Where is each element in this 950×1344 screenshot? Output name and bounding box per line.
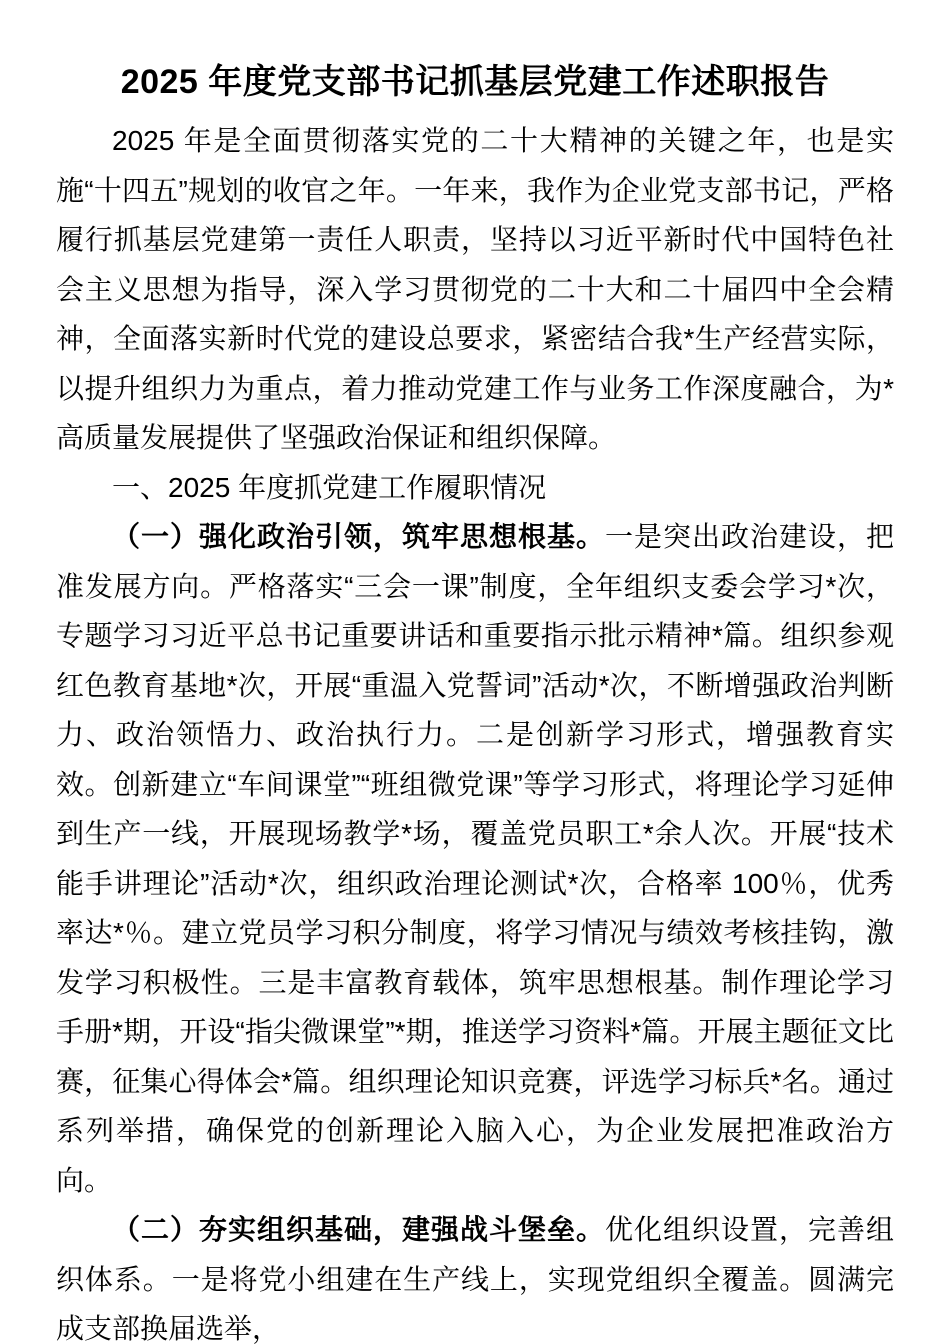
subsection2-lead: （二）夯实组织基础，建强战斗堡垒。 [112, 1214, 605, 1245]
document-title [56, 56, 894, 108]
subsection1-lead: （一）强化政治引领，筑牢思想根基。 [112, 521, 605, 552]
subsection2-body: 优化组织设置，完善组织体系。一是将党小组建在生产线上，实现党组织全覆盖。圆满完成支部换届选举， [56, 1214, 894, 1344]
section1-heading: 一、2025 年度抓党建工作履职情况 [112, 471, 547, 503]
intro-paragraph: 2025 年是全面贯彻落实党的二十大精神的关键之年，也是实施“十四五”规划的收官之年。一年来，我作为企业党支部书记，严格履行抓基层党建第一责任人职责，坚持以习近平新时代中国特色社会主义思想为指导，深入学习贯彻党的二十大和二十届四中全会精神，全面落实新时代党的建设总要求，紧密结合我*生产经营实际，以提升组织力为重点，着力推动党建工作与业务工作深度融合，为*高质量发展提供了坚强政治保证和组织保障。 [56, 125, 894, 453]
subsection1-paragraph [56, 512, 894, 1205]
subsection1-body: 一是突出政治建设，把准发展方向。严格落实“三会一课”制度，全年组织支委会学习*次，专题学习习近平总书记重要讲话和重要指示批示精神*篇。组织参观红色教育基地*次，开展“重温入党誓词”活动*次，不断增强政治判断力、政治领悟力、政治执行力。二是创新学习形式，增强教育实效。创新建立“车间课堂”“班组微党课”等学习形式，将理论学习延伸到生产一线，开展现场教学*场，覆盖党员职工*余人次。开展“技术能手讲理论”活动*次，组织政治理论测试*次，合格率 100％，优秀率达*％。建立党员学习积分制度，将学习情况与绩效考核挂钩，激发学习积极性。三是丰富教育载体，筑牢思想根基。制作理论学习手册*期，开设“指尖微课堂”*期，推送学习资料*篇。开展主题征文比赛，征集心得体会*篇。组织理论知识竞赛，评选学习标兵*名。通过系列举措，确保党的创新理论入脑入心，为企业发展把准政治方向。 [56, 521, 894, 1196]
document-title-text: 2025 年度党支部书记抓基层党建工作述职报告 [120, 63, 830, 101]
subsection2-paragraph [56, 1205, 894, 1344]
